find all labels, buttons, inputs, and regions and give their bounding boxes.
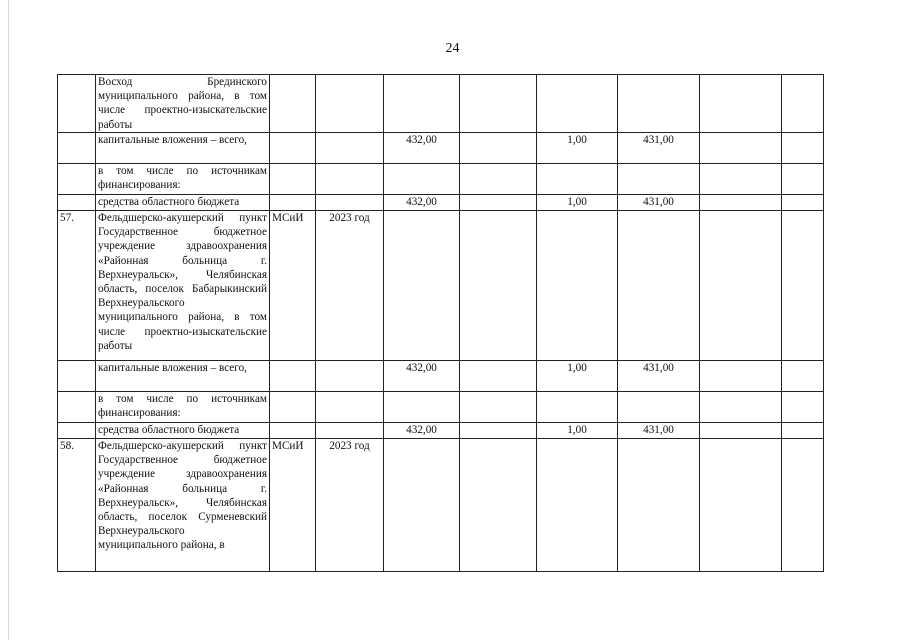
cell-col6: [460, 439, 537, 572]
object-name: средства областного бюджета: [96, 423, 270, 439]
responsible-org: [270, 133, 316, 164]
cell-col6: [460, 75, 537, 133]
cell-col10: [782, 164, 824, 195]
responsible-org: [270, 423, 316, 439]
cell-col5: 432,00: [384, 195, 460, 211]
cell-col9: [700, 164, 782, 195]
cell-col10: [782, 75, 824, 133]
period: [316, 164, 384, 195]
cell-col10: [782, 392, 824, 423]
cell-col8: [618, 164, 700, 195]
cell-col6: [460, 423, 537, 439]
cell-col9: [700, 133, 782, 164]
row-number: [58, 392, 96, 423]
cell-col8: 431,00: [618, 361, 700, 392]
period: [316, 195, 384, 211]
table-row: [58, 164, 824, 195]
cell-col5: 432,00: [384, 423, 460, 439]
cell-col8: [618, 211, 700, 361]
object-name: Фельдшерско-акушерский пункт Государственное бюджетное учреждение здравоохранения «Районная больница г. Верхнеуральск», Челябинская область, поселок Бабарыкинский Верхнеуральского муниципального района, в том числе проектно-изыскательские работы: [96, 211, 270, 361]
cell-col5: 432,00: [384, 361, 460, 392]
cell-col7: 1,00: [537, 361, 618, 392]
table-row: [58, 439, 824, 572]
cell-col6: [460, 164, 537, 195]
scan-edge-line: [8, 0, 9, 640]
period: 2023 год: [316, 211, 384, 361]
cell-col5: [384, 75, 460, 133]
responsible-org: МСиИ: [270, 211, 316, 361]
table-row: [58, 75, 824, 133]
cell-col5: [384, 164, 460, 195]
responsible-org: [270, 164, 316, 195]
budget-table: [57, 74, 824, 572]
cell-col9: [700, 211, 782, 361]
row-number: [58, 423, 96, 439]
cell-col6: [460, 361, 537, 392]
period: [316, 392, 384, 423]
cell-col9: [700, 392, 782, 423]
cell-col7: 1,00: [537, 195, 618, 211]
cell-col10: [782, 211, 824, 361]
period: [316, 75, 384, 133]
object-name: Фельдшерско-акушерский пункт Государственное бюджетное учреждение здравоохранения «Районная больница г. Верхнеуральск», Челябинская область, поселок Сурменевский Верхнеуральского муниципального района, в: [96, 439, 270, 572]
cell-col10: [782, 423, 824, 439]
cell-col7: 1,00: [537, 423, 618, 439]
cell-col8: [618, 75, 700, 133]
cell-col8: [618, 439, 700, 572]
cell-col10: [782, 439, 824, 572]
cell-col5: [384, 439, 460, 572]
object-name: в том числе по источникам финансирования:: [96, 392, 270, 423]
cell-col9: [700, 361, 782, 392]
cell-col8: [618, 392, 700, 423]
cell-col5: [384, 392, 460, 423]
row-number: [58, 195, 96, 211]
cell-col7: 1,00: [537, 133, 618, 164]
cell-col5: [384, 211, 460, 361]
row-number: 57.: [58, 211, 96, 361]
table-row: [58, 361, 824, 392]
cell-col10: [782, 361, 824, 392]
table-row: [58, 423, 824, 439]
table-row: [58, 133, 824, 164]
period: [316, 133, 384, 164]
row-number: [58, 164, 96, 195]
cell-col8: 431,00: [618, 133, 700, 164]
object-name: средства областного бюджета: [96, 195, 270, 211]
cell-col10: [782, 133, 824, 164]
object-name: в том числе по источникам финансирования:: [96, 164, 270, 195]
responsible-org: МСиИ: [270, 439, 316, 572]
cell-col6: [460, 133, 537, 164]
table-row: [58, 195, 824, 211]
responsible-org: [270, 392, 316, 423]
cell-col7: [537, 439, 618, 572]
cell-col9: [700, 439, 782, 572]
page-number: 24: [445, 41, 460, 56]
cell-col6: [460, 392, 537, 423]
responsible-org: [270, 195, 316, 211]
cell-col7: [537, 211, 618, 361]
cell-col7: [537, 164, 618, 195]
cell-col8: 431,00: [618, 195, 700, 211]
row-number: [58, 133, 96, 164]
cell-col6: [460, 211, 537, 361]
cell-col6: [460, 195, 537, 211]
row-number: [58, 361, 96, 392]
period: 2023 год: [316, 439, 384, 572]
cell-col9: [700, 75, 782, 133]
cell-col7: [537, 75, 618, 133]
object-name: капитальные вложения – всего,: [96, 361, 270, 392]
row-number: [58, 75, 96, 133]
period: [316, 423, 384, 439]
period: [316, 361, 384, 392]
responsible-org: [270, 361, 316, 392]
cell-col5: 432,00: [384, 133, 460, 164]
object-name: Восход Брединского муниципального района, в том числе проектно-изыскательские работы: [96, 75, 270, 133]
table-row: [58, 392, 824, 423]
cell-col8: 431,00: [618, 423, 700, 439]
responsible-org: [270, 75, 316, 133]
table-row: [58, 211, 824, 361]
cell-col7: [537, 392, 618, 423]
cell-col9: [700, 423, 782, 439]
row-number: 58.: [58, 439, 96, 572]
cell-col9: [700, 195, 782, 211]
cell-col10: [782, 195, 824, 211]
object-name: капитальные вложения – всего,: [96, 133, 270, 164]
